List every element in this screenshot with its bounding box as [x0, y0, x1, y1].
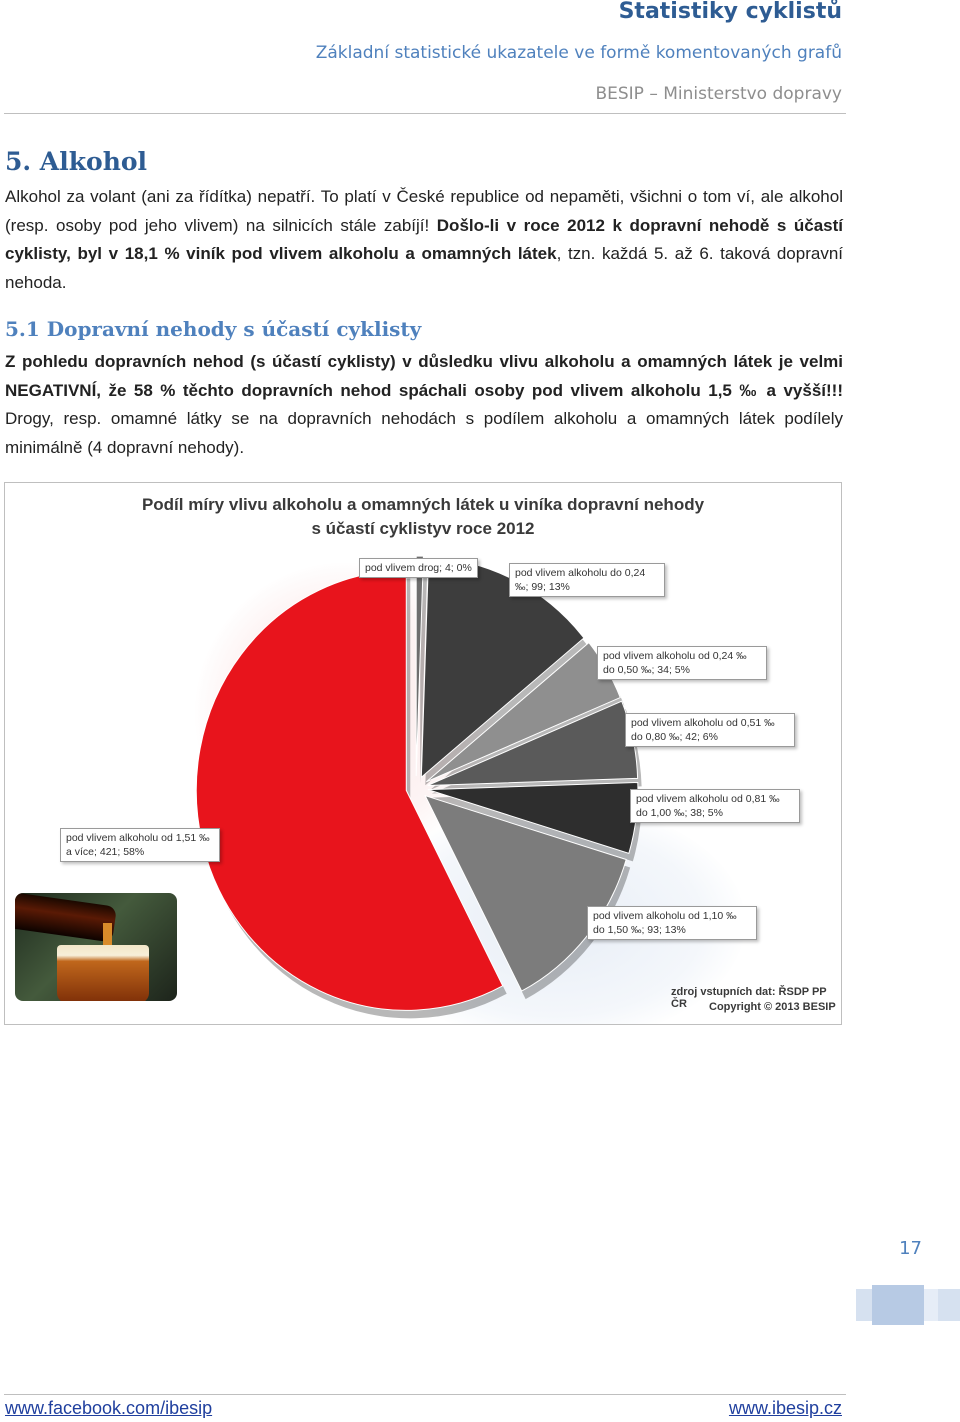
slice-label-051-080: pod vlivem alkoholu od 0,51 ‰ do 0,80 ‰; 42; 6%	[625, 713, 795, 747]
facebook-link[interactable]: www.facebook.com/ibesip	[5, 1398, 213, 1418]
beer-photo	[15, 893, 177, 1001]
chart-source: zdroj vstupních dat: ŘSDP PP ČR	[671, 986, 827, 1010]
subsection-heading: 5.1 Dopravní nehody s účastí cyklisty	[5, 317, 422, 341]
footer-divider	[4, 1394, 846, 1395]
page-number: 17	[899, 1238, 922, 1259]
website-link[interactable]: www.ibesip.cz	[728, 1398, 842, 1418]
header-subtitle: Základní statistické ukazatele ve formě komentovaných grafů	[315, 43, 842, 63]
slice-label-024-050: pod vlivem alkoholu od 0,24 ‰ do 0,50 ‰; 34; 5%	[597, 646, 767, 680]
para2-text: Drogy, resp. omamné látky se na dopravních nehodách s podílem alkoholu a omamných látek podílely minimálně (4 dopravní nehody).	[5, 409, 843, 458]
para2-bold: Z pohledu dopravních nehod (s účastí cyklisty) v důsledku vlivu alkoholu a omamných látek je velmi NEGATIVNÍ, že 58 % těchto dopravních nehod spáchali osoby pod vlivem alkoholu 1,5 ‰ a vyšší!!!	[5, 352, 843, 400]
beer-glass-graphic	[57, 945, 149, 1001]
chart-title-line1: Podíl míry vlivu alkoholu a omamných látek u viníka dopravní nehody	[141, 495, 705, 514]
slice-label-081-100: pod vlivem alkoholu od 0,81 ‰ do 1,00 ‰; 38; 5%	[630, 789, 800, 823]
slice-label-0-024: pod vlivem alkoholu do 0,24 ‰; 99; 13%	[509, 563, 665, 597]
para1-bold: Došlo-li v roce 2012 k dopravní nehodě s účastí cyklisty, byl v 18,1 % viník pod vlivem alkoholu a omamných látek	[5, 215, 843, 264]
slice-label-151-plus: pod vlivem alkoholu od 1,51 ‰ a více; 421; 58%	[60, 828, 220, 862]
pie-chart-figure	[4, 482, 842, 1025]
chart-copyright: Copyright © 2013 BESIP	[709, 1001, 836, 1013]
slice-label-drugs: pod vlivem drog; 4; 0%	[359, 558, 478, 578]
subsection-paragraph	[5, 348, 843, 463]
para1-text-a: Alkohol za volant (ani za řídítka) nepatří. To platí v České republice od nepaměti, všichni o tom ví, ale alkohol (resp. osoby pod jeho vlivem) na silnicích stále zabíjí!	[5, 187, 843, 235]
header-title: Statistiky cyklistů	[618, 0, 842, 24]
header-divider	[4, 113, 846, 114]
para1-text-b: , tzn. každá 5. až 6. taková dopravní nehoda.	[5, 244, 843, 293]
header-organization: BESIP – Ministerstvo dopravy	[595, 84, 842, 104]
page-corner-decoration	[856, 1285, 960, 1325]
beer-bottle-graphic	[15, 893, 117, 942]
chart-title-line2: s účastí cyklistyv roce 2012	[311, 519, 535, 538]
section-paragraph	[5, 183, 843, 298]
section-heading: 5. Alkohol	[5, 147, 148, 176]
slice-label-110-150: pod vlivem alkoholu od 1,10 ‰ do 1,50 ‰; 93; 13%	[587, 906, 757, 940]
